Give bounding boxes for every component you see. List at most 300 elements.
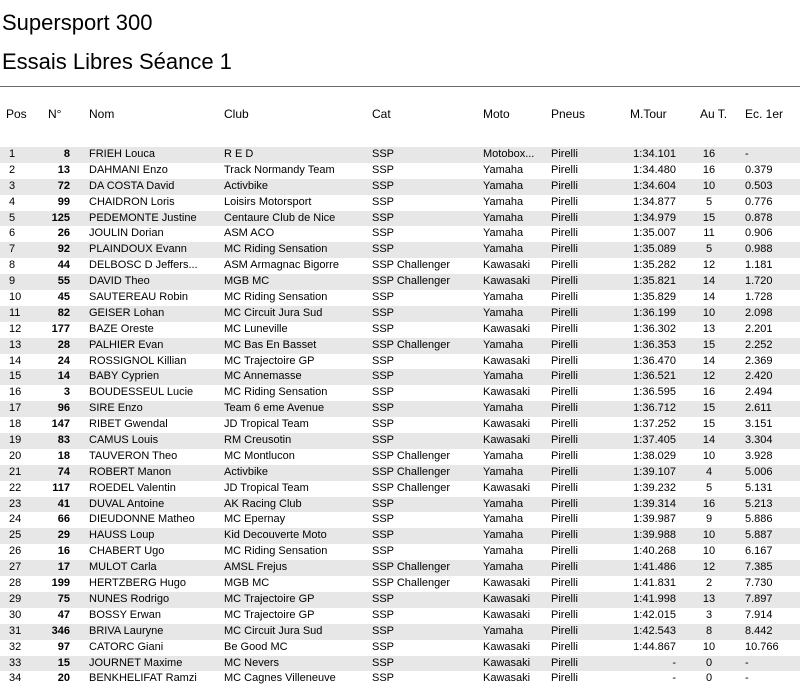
cell-number: 24 bbox=[57, 354, 70, 367]
cell-gap: 3.151 bbox=[745, 418, 773, 431]
cell-name: TAUVERON Theo bbox=[89, 449, 178, 462]
cell-tyres: Pirelli bbox=[551, 608, 578, 621]
cell-lap-count: 15 bbox=[702, 418, 716, 431]
cell-category: SSP Challenger bbox=[372, 465, 451, 478]
cell-moto: Yamaha bbox=[483, 243, 524, 256]
cell-lap-count: 3 bbox=[705, 608, 713, 621]
table-row bbox=[0, 242, 800, 258]
cell-name: MULOT Carla bbox=[89, 561, 157, 574]
cell-name: BOUDESSEUL Lucie bbox=[89, 386, 194, 399]
cell-best-lap: 1:34.979 bbox=[633, 211, 676, 224]
cell-number: 55 bbox=[57, 275, 70, 288]
cell-number: 20 bbox=[57, 672, 70, 685]
cell-name: GEISER Lohan bbox=[89, 306, 165, 319]
table-row bbox=[0, 497, 800, 513]
cell-tyres: Pirelli bbox=[551, 592, 578, 605]
cell-pos: 24 bbox=[9, 513, 22, 526]
header-number: N° bbox=[48, 107, 62, 121]
cell-tyres: Pirelli bbox=[551, 529, 578, 542]
cell-best-lap: 1:35.829 bbox=[633, 291, 676, 304]
cell-best-lap: 1:34.480 bbox=[633, 163, 676, 176]
cell-number: 97 bbox=[57, 640, 70, 653]
cell-lap-count: 14 bbox=[702, 275, 716, 288]
cell-best-lap: 1:42.015 bbox=[633, 608, 676, 621]
cell-moto: Yamaha bbox=[483, 227, 524, 240]
cell-number: 26 bbox=[57, 227, 70, 240]
cell-gap: 0.878 bbox=[745, 211, 773, 224]
table-row bbox=[0, 433, 800, 449]
cell-best-lap: 1:41.486 bbox=[633, 561, 676, 574]
cell-tyres: Pirelli bbox=[551, 338, 578, 351]
cell-category: SSP bbox=[372, 434, 395, 447]
cell-category: SSP bbox=[372, 291, 395, 304]
cell-number: 41 bbox=[57, 497, 70, 510]
cell-moto: Motobox... bbox=[483, 148, 535, 160]
cell-lap-count: 4 bbox=[705, 465, 713, 478]
cell-number: 8 bbox=[63, 148, 70, 160]
cell-moto: Yamaha bbox=[483, 211, 524, 224]
table-row bbox=[0, 656, 800, 672]
cell-name: BENKHELIFAT Ramzi bbox=[89, 672, 197, 685]
cell-lap-count: 10 bbox=[702, 306, 716, 319]
cell-best-lap: 1:36.353 bbox=[633, 338, 676, 351]
cell-gap: 10.766 bbox=[745, 640, 779, 653]
cell-name: CHAIDRON Loris bbox=[89, 195, 175, 208]
cell-pos: 13 bbox=[9, 338, 22, 351]
cell-lap-count: 0 bbox=[705, 672, 713, 685]
cell-moto: Kawasaki bbox=[483, 434, 531, 447]
table-row bbox=[0, 512, 800, 528]
cell-number: 15 bbox=[57, 656, 70, 669]
cell-moto: Yamaha bbox=[483, 291, 524, 304]
cell-best-lap: 1:36.470 bbox=[633, 354, 676, 367]
page-title: Supersport 300 bbox=[2, 10, 153, 35]
cell-moto: Yamaha bbox=[483, 497, 524, 510]
cell-name: ROBERT Manon bbox=[89, 465, 172, 478]
cell-moto: Kawasaki bbox=[483, 275, 531, 288]
cell-moto: Kawasaki bbox=[483, 386, 531, 399]
cell-club: MC Epernay bbox=[224, 513, 286, 526]
cell-category: SSP bbox=[372, 418, 395, 431]
cell-pos: 18 bbox=[9, 418, 22, 431]
cell-pos: 30 bbox=[9, 608, 22, 621]
cell-best-lap: 1:39.987 bbox=[633, 513, 676, 526]
cell-name: NUNES Rodrigo bbox=[89, 592, 170, 605]
cell-club: MC Trajectoire GP bbox=[224, 608, 315, 621]
cell-pos: 3 bbox=[9, 179, 16, 192]
cell-tyres: Pirelli bbox=[551, 640, 578, 653]
cell-lap-count: 14 bbox=[702, 354, 716, 367]
cell-best-lap: 1:34.877 bbox=[633, 195, 676, 208]
table-row bbox=[0, 481, 800, 497]
cell-club: MC Trajectoire GP bbox=[224, 354, 315, 367]
cell-pos: 26 bbox=[9, 545, 22, 558]
cell-club: Centaure Club de Nice bbox=[224, 211, 336, 224]
cell-tyres: Pirelli bbox=[551, 259, 578, 272]
cell-gap: 0.776 bbox=[745, 195, 773, 208]
cell-club: MC Nevers bbox=[224, 656, 280, 669]
cell-pos: 17 bbox=[9, 402, 22, 415]
cell-tyres: Pirelli bbox=[551, 434, 578, 447]
cell-best-lap: - bbox=[672, 672, 676, 685]
cell-best-lap: 1:40.268 bbox=[633, 545, 676, 558]
table-row bbox=[0, 640, 800, 656]
cell-gap: 2.098 bbox=[745, 306, 773, 319]
cell-gap: 2.420 bbox=[745, 370, 773, 383]
cell-gap: 3.928 bbox=[745, 449, 773, 462]
table-row bbox=[0, 385, 800, 401]
cell-lap-count: 13 bbox=[702, 592, 716, 605]
cell-pos: 23 bbox=[9, 497, 22, 510]
cell-lap-count: 16 bbox=[702, 163, 716, 176]
cell-name: DAHMANI Enzo bbox=[89, 163, 168, 176]
cell-lap-count: 10 bbox=[702, 529, 716, 542]
cell-lap-count: 5 bbox=[705, 195, 713, 208]
cell-pos: 7 bbox=[9, 243, 16, 256]
cell-tyres: Pirelli bbox=[551, 211, 578, 224]
cell-moto: Kawasaki bbox=[483, 322, 531, 335]
cell-moto: Kawasaki bbox=[483, 656, 531, 669]
table-row bbox=[0, 258, 800, 274]
cell-club: RM Creusotin bbox=[224, 434, 292, 447]
cell-number: 3 bbox=[63, 386, 70, 399]
cell-name: BAZE Oreste bbox=[89, 322, 154, 335]
cell-moto: Yamaha bbox=[483, 179, 524, 192]
cell-category: SSP bbox=[372, 497, 395, 510]
cell-tyres: Pirelli bbox=[551, 195, 578, 208]
cell-club: MC Circuit Jura Sud bbox=[224, 306, 323, 319]
cell-number: 147 bbox=[51, 418, 70, 431]
cell-moto: Yamaha bbox=[483, 306, 524, 319]
cell-number: 17 bbox=[57, 561, 70, 574]
cell-category: SSP bbox=[372, 370, 395, 383]
cell-moto: Yamaha bbox=[483, 449, 524, 462]
cell-gap: 2.369 bbox=[745, 354, 773, 367]
cell-best-lap: 1:41.998 bbox=[633, 592, 676, 605]
cell-moto: Kawasaki bbox=[483, 259, 531, 272]
cell-number: 13 bbox=[57, 163, 70, 176]
cell-category: SSP Challenger bbox=[372, 275, 451, 288]
cell-name: SIRE Enzo bbox=[89, 402, 143, 415]
cell-pos: 9 bbox=[9, 275, 16, 288]
table-row bbox=[0, 401, 800, 417]
cell-number: 125 bbox=[51, 211, 70, 224]
header-best-lap: M.Tour bbox=[630, 107, 667, 121]
cell-category: SSP bbox=[372, 195, 395, 208]
cell-club: ASM ACO bbox=[224, 227, 275, 240]
cell-category: SSP bbox=[372, 608, 395, 621]
cell-name: CAMUS Louis bbox=[89, 434, 159, 447]
cell-club: MC Circuit Jura Sud bbox=[224, 624, 323, 637]
table-row bbox=[0, 147, 800, 163]
cell-pos: 15 bbox=[9, 370, 22, 383]
cell-name: BRIVA Lauryne bbox=[89, 624, 164, 637]
cell-category: SSP Challenger bbox=[372, 481, 451, 494]
header-name: Nom bbox=[89, 107, 115, 121]
cell-pos: 28 bbox=[9, 577, 22, 590]
header-gap: Ec. 1er bbox=[745, 107, 784, 121]
cell-club: R E D bbox=[224, 148, 254, 160]
table-row bbox=[0, 211, 800, 227]
cell-number: 99 bbox=[57, 195, 70, 208]
cell-club: Be Good MC bbox=[224, 640, 288, 653]
cell-moto: Yamaha bbox=[483, 513, 524, 526]
cell-gap: 5.213 bbox=[745, 497, 773, 510]
cell-gap: 5.887 bbox=[745, 529, 773, 542]
cell-best-lap: 1:39.232 bbox=[633, 481, 676, 494]
cell-moto: Yamaha bbox=[483, 561, 524, 574]
cell-pos: 19 bbox=[9, 434, 22, 447]
cell-lap-count: 11 bbox=[703, 227, 715, 240]
cell-tyres: Pirelli bbox=[551, 465, 578, 478]
cell-best-lap: 1:42.543 bbox=[633, 624, 676, 637]
cell-club: MC Bas En Basset bbox=[224, 338, 317, 351]
cell-tyres: Pirelli bbox=[551, 402, 578, 415]
table-row bbox=[0, 179, 800, 195]
header-club: Club bbox=[224, 107, 249, 121]
cell-lap-count: 5 bbox=[705, 481, 713, 494]
cell-name: PEDEMONTE Justine bbox=[89, 211, 197, 224]
cell-pos: 6 bbox=[9, 227, 16, 240]
cell-category: SSP bbox=[372, 672, 395, 685]
cell-gap: 7.897 bbox=[745, 592, 773, 605]
cell-number: 28 bbox=[57, 338, 70, 351]
cell-tyres: Pirelli bbox=[551, 354, 578, 367]
cell-lap-count: 2 bbox=[705, 577, 713, 590]
cell-best-lap: 1:41.831 bbox=[633, 577, 676, 590]
cell-lap-count: 15 bbox=[702, 402, 716, 415]
cell-best-lap: 1:36.302 bbox=[633, 322, 676, 335]
cell-category: SSP Challenger bbox=[372, 449, 451, 462]
header-pos: Pos bbox=[6, 107, 27, 121]
cell-lap-count: 12 bbox=[702, 370, 716, 383]
cell-lap-count: 12 bbox=[702, 259, 716, 272]
table-row bbox=[0, 608, 800, 624]
table-row bbox=[0, 195, 800, 211]
cell-category: SSP bbox=[372, 640, 395, 653]
cell-number: 92 bbox=[57, 243, 70, 256]
cell-lap-count: 10 bbox=[702, 640, 716, 653]
cell-best-lap: 1:36.712 bbox=[633, 402, 676, 415]
cell-category: SSP Challenger bbox=[372, 561, 451, 574]
cell-category: SSP bbox=[372, 148, 395, 160]
cell-club: Activbike bbox=[224, 465, 269, 478]
cell-gap: 0.503 bbox=[745, 179, 773, 192]
cell-lap-count: 13 bbox=[702, 322, 716, 335]
table-row bbox=[0, 306, 800, 322]
table-row bbox=[0, 354, 800, 370]
cell-number: 177 bbox=[51, 322, 70, 335]
results-table bbox=[0, 147, 800, 687]
cell-number: 66 bbox=[57, 513, 70, 526]
cell-name: HERTZBERG Hugo bbox=[89, 577, 186, 590]
cell-category: SSP bbox=[372, 179, 395, 192]
cell-club: MC Montlucon bbox=[224, 449, 295, 462]
cell-pos: 29 bbox=[9, 592, 22, 605]
cell-club: AK Racing Club bbox=[224, 497, 302, 510]
cell-best-lap: 1:34.604 bbox=[633, 179, 676, 192]
cell-moto: Yamaha bbox=[483, 402, 524, 415]
cell-pos: 11 bbox=[9, 306, 21, 319]
cell-category: SSP Challenger bbox=[372, 338, 451, 351]
table-row bbox=[0, 338, 800, 354]
cell-pos: 5 bbox=[9, 211, 16, 224]
cell-category: SSP Challenger bbox=[372, 577, 451, 590]
table-row bbox=[0, 560, 800, 576]
cell-tyres: Pirelli bbox=[551, 545, 578, 558]
cell-name: DELBOSC D Jeffers... bbox=[89, 259, 198, 272]
cell-number: 96 bbox=[57, 402, 70, 415]
cell-category: SSP Challenger bbox=[372, 259, 451, 272]
cell-moto: Yamaha bbox=[483, 624, 524, 637]
cell-gap: 1.181 bbox=[745, 259, 773, 272]
table-row bbox=[0, 465, 800, 481]
cell-gap: - bbox=[745, 672, 749, 685]
cell-moto: Yamaha bbox=[483, 529, 524, 542]
cell-number: 14 bbox=[57, 370, 70, 383]
cell-best-lap: 1:35.089 bbox=[633, 243, 676, 256]
table-row bbox=[0, 449, 800, 465]
cell-gap: - bbox=[745, 656, 749, 669]
cell-club: Loisirs Motorsport bbox=[224, 195, 312, 208]
cell-moto: Kawasaki bbox=[483, 481, 531, 494]
cell-moto: Kawasaki bbox=[483, 608, 531, 621]
cell-number: 18 bbox=[57, 449, 70, 462]
cell-name: PLAINDOUX Evann bbox=[89, 243, 187, 256]
cell-lap-count: 10 bbox=[702, 449, 716, 462]
cell-lap-count: 9 bbox=[705, 513, 713, 526]
cell-best-lap: 1:36.199 bbox=[633, 306, 676, 319]
cell-number: 47 bbox=[57, 608, 70, 621]
cell-gap: 0.906 bbox=[745, 227, 773, 240]
cell-number: 83 bbox=[57, 434, 70, 447]
table-header bbox=[0, 107, 800, 125]
cell-club: ASM Armagnac Bigorre bbox=[224, 259, 339, 272]
table-row bbox=[0, 671, 800, 687]
cell-pos: 14 bbox=[9, 354, 22, 367]
cell-tyres: Pirelli bbox=[551, 306, 578, 319]
cell-tyres: Pirelli bbox=[551, 386, 578, 399]
cell-tyres: Pirelli bbox=[551, 449, 578, 462]
cell-name: DAVID Theo bbox=[89, 275, 150, 288]
cell-number: 74 bbox=[57, 465, 70, 478]
cell-pos: 1 bbox=[9, 148, 16, 160]
cell-moto: Kawasaki bbox=[483, 640, 531, 653]
cell-category: SSP bbox=[372, 513, 395, 526]
cell-moto: Kawasaki bbox=[483, 354, 531, 367]
cell-best-lap: 1:35.007 bbox=[633, 227, 676, 240]
cell-tyres: Pirelli bbox=[551, 275, 578, 288]
cell-number: 199 bbox=[51, 577, 70, 590]
cell-pos: 32 bbox=[9, 640, 22, 653]
table-row bbox=[0, 226, 800, 242]
cell-name: DA COSTA David bbox=[89, 179, 175, 192]
cell-lap-count: 14 bbox=[702, 434, 716, 447]
cell-pos: 2 bbox=[9, 163, 16, 176]
cell-number: 75 bbox=[57, 592, 70, 605]
cell-club: MC Riding Sensation bbox=[224, 386, 328, 399]
cell-club: MC Riding Sensation bbox=[224, 243, 328, 256]
cell-pos: 20 bbox=[9, 449, 22, 462]
cell-number: 117 bbox=[52, 481, 70, 494]
cell-club: MC Trajectoire GP bbox=[224, 592, 315, 605]
cell-pos: 33 bbox=[9, 656, 22, 669]
cell-pos: 22 bbox=[9, 481, 22, 494]
cell-best-lap: - bbox=[672, 656, 676, 669]
cell-moto: Yamaha bbox=[483, 195, 524, 208]
cell-moto: Yamaha bbox=[483, 370, 524, 383]
cell-gap: 5.006 bbox=[745, 465, 773, 478]
table-row bbox=[0, 592, 800, 608]
cell-pos: 34 bbox=[9, 672, 22, 685]
cell-club: Activbike bbox=[224, 179, 269, 192]
cell-tyres: Pirelli bbox=[551, 243, 578, 256]
table-row bbox=[0, 369, 800, 385]
cell-tyres: Pirelli bbox=[551, 179, 578, 192]
cell-moto: Kawasaki bbox=[483, 672, 531, 685]
cell-tyres: Pirelli bbox=[551, 656, 578, 669]
cell-best-lap: 1:35.282 bbox=[633, 259, 676, 272]
cell-lap-count: 5 bbox=[705, 243, 713, 256]
cell-lap-count: 15 bbox=[702, 211, 716, 224]
cell-name: CHABERT Ugo bbox=[89, 545, 165, 558]
table-row bbox=[0, 624, 800, 640]
cell-tyres: Pirelli bbox=[551, 624, 578, 637]
cell-moto: Yamaha bbox=[483, 163, 524, 176]
cell-name: PALHIER Evan bbox=[89, 338, 164, 351]
cell-club: Kid Decouverte Moto bbox=[224, 529, 327, 542]
cell-pos: 21 bbox=[9, 465, 22, 478]
header-tyres: Pneus bbox=[551, 107, 586, 121]
table-row bbox=[0, 274, 800, 290]
cell-lap-count: 15 bbox=[702, 338, 716, 351]
cell-best-lap: 1:34.101 bbox=[633, 148, 676, 160]
cell-club: JD Tropical Team bbox=[224, 481, 309, 494]
cell-club: MC Luneville bbox=[224, 322, 288, 335]
cell-tyres: Pirelli bbox=[551, 370, 578, 383]
table-row bbox=[0, 576, 800, 592]
cell-name: DUVAL Antoine bbox=[89, 497, 165, 510]
cell-best-lap: 1:37.405 bbox=[633, 434, 676, 447]
cell-pos: 8 bbox=[9, 259, 16, 272]
cell-best-lap: 1:39.314 bbox=[633, 497, 676, 510]
cell-category: SSP bbox=[372, 592, 395, 605]
cell-gap: - bbox=[745, 148, 749, 160]
cell-gap: 1.728 bbox=[745, 291, 773, 304]
cell-tyres: Pirelli bbox=[551, 322, 578, 335]
cell-gap: 6.167 bbox=[745, 545, 773, 558]
session-subtitle: Essais Libres Séance 1 bbox=[2, 49, 232, 74]
cell-number: 44 bbox=[57, 259, 70, 272]
cell-best-lap: 1:37.252 bbox=[633, 418, 676, 431]
cell-best-lap: 1:36.595 bbox=[633, 386, 676, 399]
cell-pos: 16 bbox=[9, 386, 22, 399]
table-row bbox=[0, 544, 800, 560]
cell-lap-count: 10 bbox=[702, 545, 716, 558]
cell-name: ROEDEL Valentin bbox=[89, 481, 176, 494]
cell-club: MC Cagnes Villeneuve bbox=[224, 672, 336, 685]
cell-lap-count: 14 bbox=[702, 291, 716, 304]
cell-number: 16 bbox=[57, 545, 70, 558]
cell-gap: 2.252 bbox=[745, 338, 773, 351]
table-row bbox=[0, 417, 800, 433]
cell-best-lap: 1:35.821 bbox=[633, 275, 676, 288]
cell-name: HAUSS Loup bbox=[89, 529, 155, 542]
cell-tyres: Pirelli bbox=[551, 497, 578, 510]
cell-category: SSP bbox=[372, 402, 395, 415]
cell-lap-count: 0 bbox=[705, 656, 713, 669]
cell-gap: 7.914 bbox=[745, 608, 773, 621]
